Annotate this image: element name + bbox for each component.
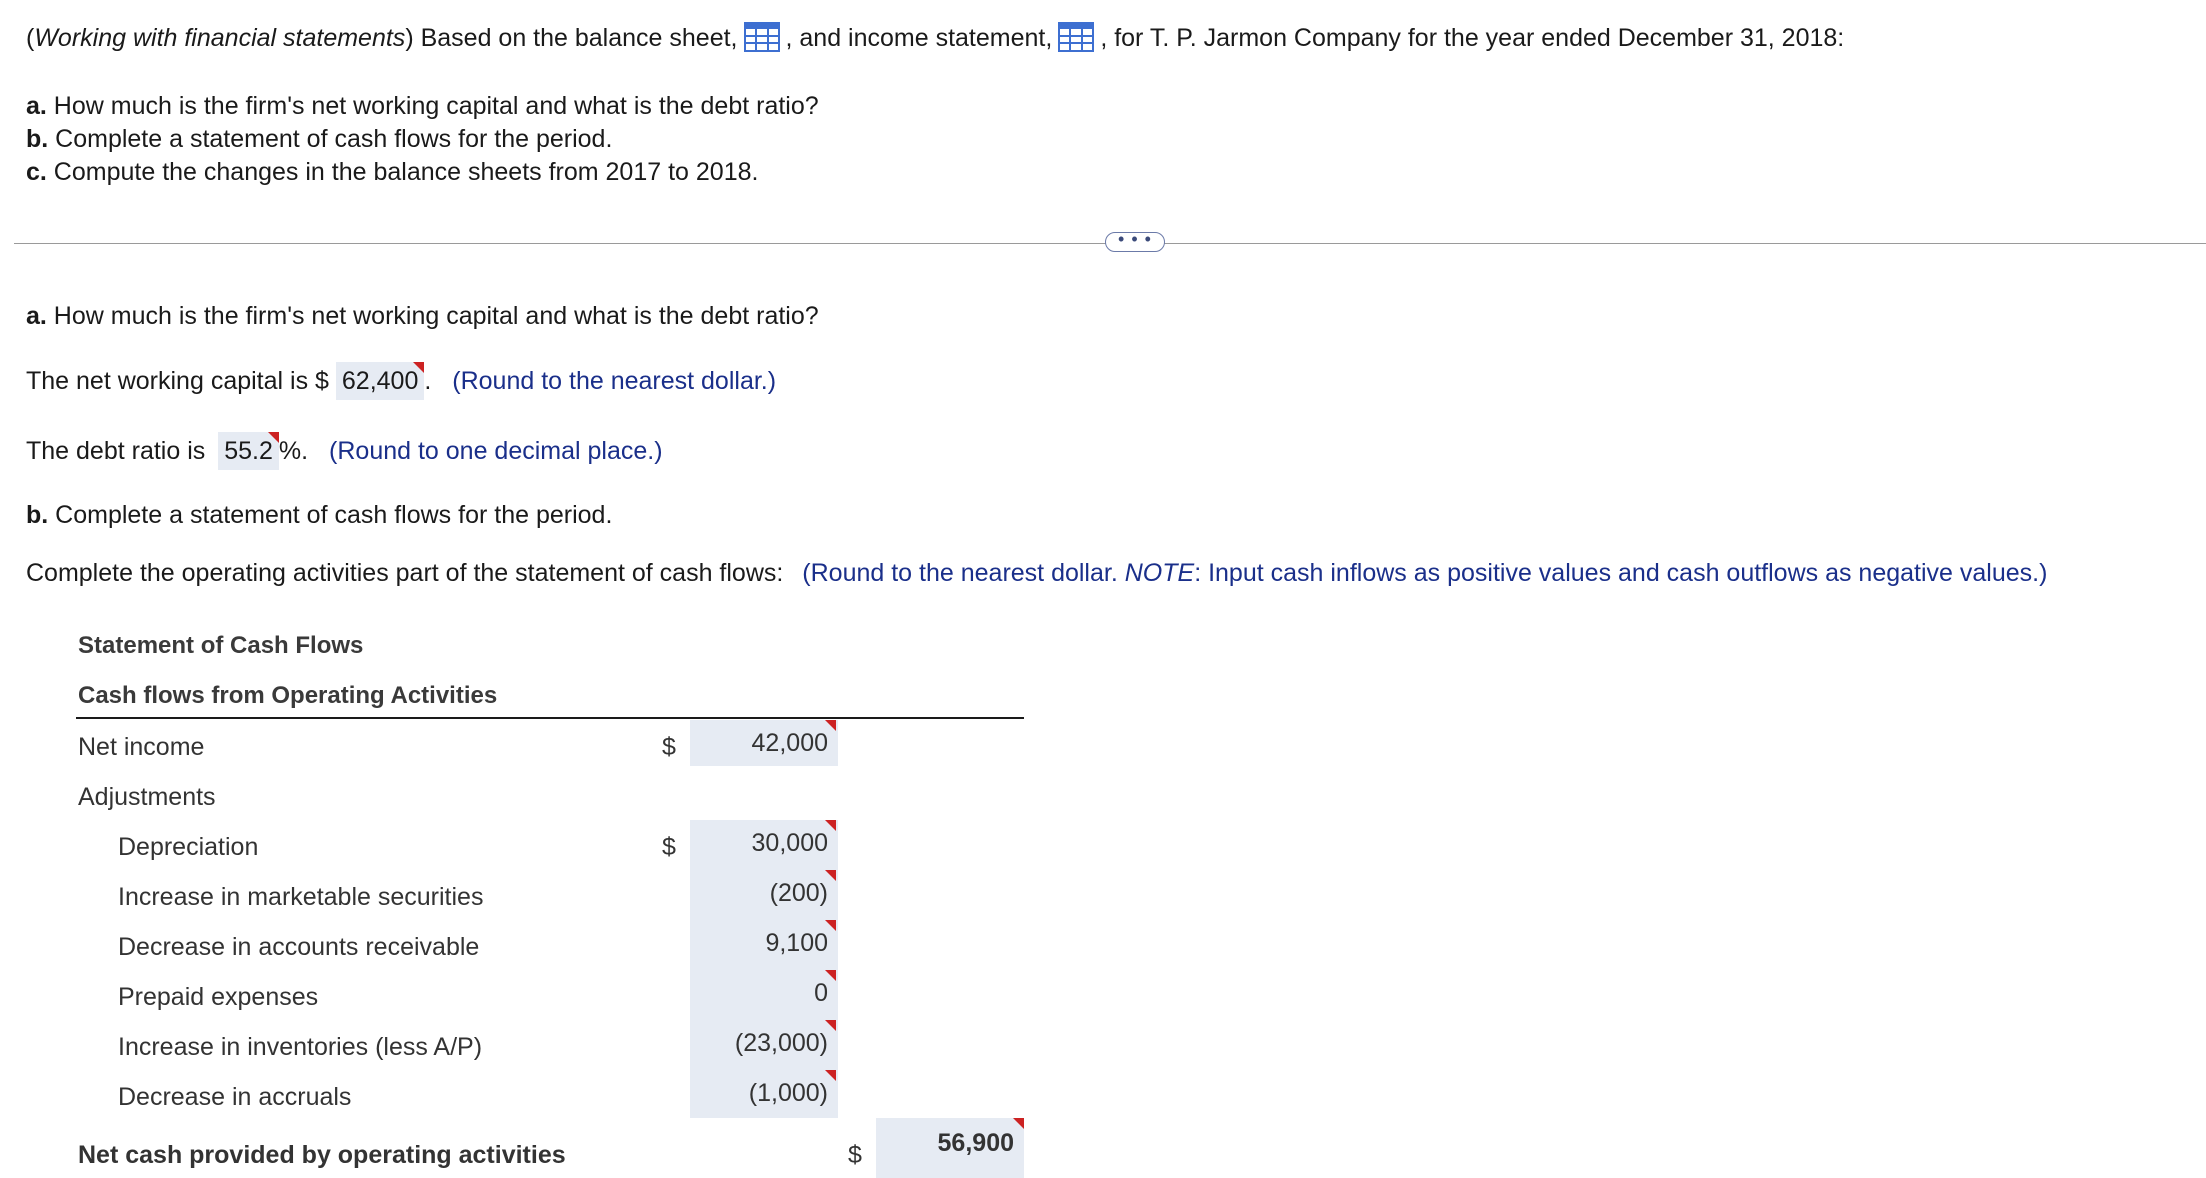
section-underline: [76, 717, 1024, 719]
feedback-flag-icon: [413, 362, 424, 373]
part-b-hint: (Round to the nearest dollar. NOTE: Input cash inflows as positive values and cash outflows as negative values.): [802, 559, 2048, 587]
statement-title: Statement of Cash Flows: [78, 632, 364, 659]
feedback-flag-icon: [1013, 1118, 1024, 1129]
part-b-instruction: Complete the operating activities part of the statement of cash flows: (Round to the nearest dollar. NOTE: Input cash inflows as positive values and cash outflows as negative values.): [26, 559, 2048, 587]
feedback-flag-icon: [825, 820, 836, 831]
row-label-inventories: Increase in inventories (less A/P): [118, 1033, 483, 1061]
feedback-flag-icon: [825, 720, 836, 731]
debt-ratio-answer-field[interactable]: 55.2: [218, 432, 279, 470]
operating-section-heading: Cash flows from Operating Activities: [78, 682, 498, 709]
part-a-heading: a. How much is the firm's net working capital and what is the debt ratio?: [26, 302, 819, 330]
balance-sheet-table-icon[interactable]: [744, 22, 780, 52]
part-b-heading: b. Complete a statement of cash flows for the period.: [26, 501, 613, 529]
row-label-marketable-securities: Increase in marketable securities: [118, 883, 484, 911]
inventories-input[interactable]: (23,000): [690, 1020, 838, 1066]
row-label-depreciation: Depreciation: [118, 833, 259, 861]
currency-symbol: $: [848, 1141, 862, 1169]
feedback-flag-icon: [268, 432, 279, 443]
total-label: Net cash provided by operating activities: [78, 1141, 566, 1169]
income-statement-table-icon[interactable]: [1058, 22, 1094, 52]
debt-ratio-hint: (Round to one decimal place.): [329, 437, 663, 465]
intro-topic: Working with financial statements: [34, 24, 406, 52]
net-cash-operating-input[interactable]: 56,900: [876, 1118, 1024, 1178]
depreciation-input[interactable]: 30,000: [690, 820, 838, 866]
row-label-accounts-receivable: Decrease in accounts receivable: [118, 933, 480, 961]
expand-more-button[interactable]: • • •: [1105, 232, 1165, 252]
prepaid-expenses-input[interactable]: 0: [690, 970, 838, 1016]
feedback-flag-icon: [825, 870, 836, 881]
currency-symbol: $: [662, 733, 676, 761]
net-income-label: Net income: [78, 733, 205, 761]
question-c: c. Compute the changes in the balance sheets from 2017 to 2018.: [26, 158, 759, 186]
feedback-flag-icon: [825, 970, 836, 981]
feedback-flag-icon: [825, 920, 836, 931]
currency-symbol: $: [662, 833, 676, 861]
net-income-input[interactable]: 42,000: [690, 720, 838, 766]
feedback-flag-icon: [825, 1020, 836, 1031]
nwc-answer-field[interactable]: 62,400: [336, 362, 424, 400]
adjustments-label: Adjustments: [78, 783, 216, 811]
accounts-receivable-input[interactable]: 9,100: [690, 920, 838, 966]
accruals-input[interactable]: (1,000): [690, 1070, 838, 1116]
question-list: [26, 90, 819, 189]
row-label-accruals: Decrease in accruals: [118, 1083, 352, 1111]
marketable-securities-input[interactable]: (200): [690, 870, 838, 916]
problem-intro: (Working with financial statements) Based on the balance sheet, , and income statement, , for T. P. Jarmon Company for the year ended December 31, 2018:: [26, 24, 1845, 52]
nwc-hint: (Round to the nearest dollar.): [452, 367, 777, 395]
question-b: b. Complete a statement of cash flows for the period.: [26, 125, 613, 153]
question-a: a. How much is the firm's net working capital and what is the debt ratio?: [26, 92, 819, 120]
feedback-flag-icon: [825, 1070, 836, 1081]
debt-ratio-line: The debt ratio is 55.2 %. (Round to one decimal place.): [26, 432, 663, 470]
nwc-line: The net working capital is $ 62,400 . (Round to the nearest dollar.): [26, 362, 776, 400]
row-label-prepaid-expenses: Prepaid expenses: [118, 983, 319, 1011]
